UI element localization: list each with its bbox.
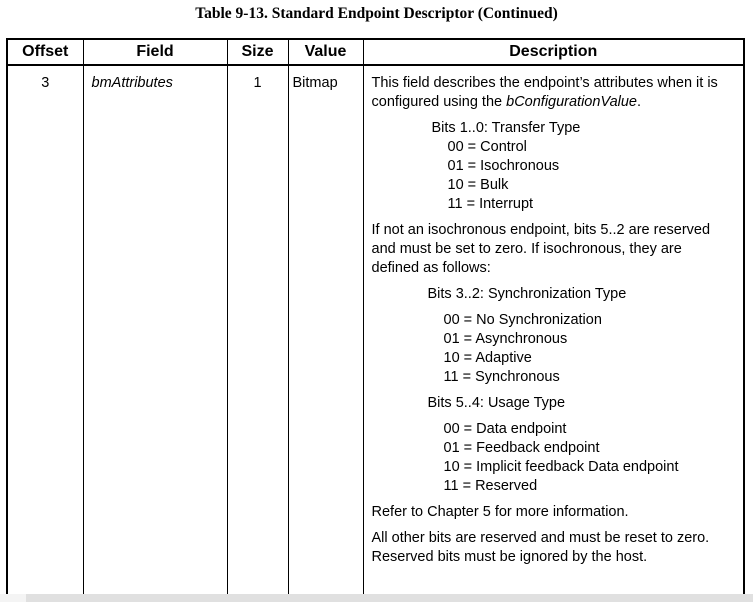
other-bits-line-1: All other bits are reserved and must be reset to zero. xyxy=(371,530,710,546)
list-item: 11 = Synchronous xyxy=(443,369,560,385)
list-item: 00 = No Synchronization xyxy=(443,312,602,328)
list-item: 01 = Isochronous xyxy=(447,158,560,174)
cell-offset: 3 xyxy=(7,65,83,597)
list-item: 10 = Bulk xyxy=(447,177,509,193)
list-item: 00 = Control xyxy=(447,139,527,155)
list-item: 11 = Reserved xyxy=(443,478,538,494)
header-row xyxy=(7,39,744,65)
list-item: 00 = Data endpoint xyxy=(443,421,567,437)
iso-note-line-2: and must be set to zero. If isochronous, they are xyxy=(371,241,682,257)
cell-description xyxy=(363,65,744,597)
table-row xyxy=(7,65,744,597)
sync-type-title: Bits 3..2: Synchronization Type xyxy=(427,286,627,302)
list-item: 11 = Interrupt xyxy=(447,196,534,212)
list-item: 10 = Adaptive xyxy=(443,350,532,366)
endpoint-descriptor-table xyxy=(6,38,745,598)
table-caption: Table 9-13. Standard Endpoint Descriptor (Continued) xyxy=(195,5,558,22)
other-bits-line-2: Reserved bits must be ignored by the host. xyxy=(371,549,648,565)
iso-note-line-1: If not an isochronous endpoint, bits 5..2 are reserved xyxy=(371,222,711,238)
transfer-type-title: Bits 1..0: Transfer Type xyxy=(431,120,581,136)
intro-line-1: This field describes the endpoint’s attributes when it is xyxy=(371,75,718,91)
usage-type-title: Bits 5..4: Usage Type xyxy=(427,395,566,411)
header-field: Field xyxy=(83,39,227,65)
list-item: 01 = Feedback endpoint xyxy=(443,440,600,456)
header-size: Size xyxy=(227,39,288,65)
cell-value: Bitmap xyxy=(288,65,363,597)
intro-line-2: configured using the bConfigurationValue. xyxy=(371,94,642,110)
page-footer-bar xyxy=(0,594,753,602)
header-offset: Offset xyxy=(7,39,83,65)
iso-note-line-3: defined as follows: xyxy=(371,260,491,276)
cell-size: 1 xyxy=(227,65,288,597)
page-footer-left xyxy=(0,594,26,602)
list-item: 10 = Implicit feedback Data endpoint xyxy=(443,459,679,475)
cell-field: bmAttributes xyxy=(83,65,227,597)
refer-note: Refer to Chapter 5 for more information. xyxy=(371,504,629,520)
header-description: Description xyxy=(363,39,744,65)
list-item: 01 = Asynchronous xyxy=(443,331,568,347)
header-value: Value xyxy=(288,39,363,65)
config-value-term: bConfigurationValue xyxy=(506,94,637,110)
